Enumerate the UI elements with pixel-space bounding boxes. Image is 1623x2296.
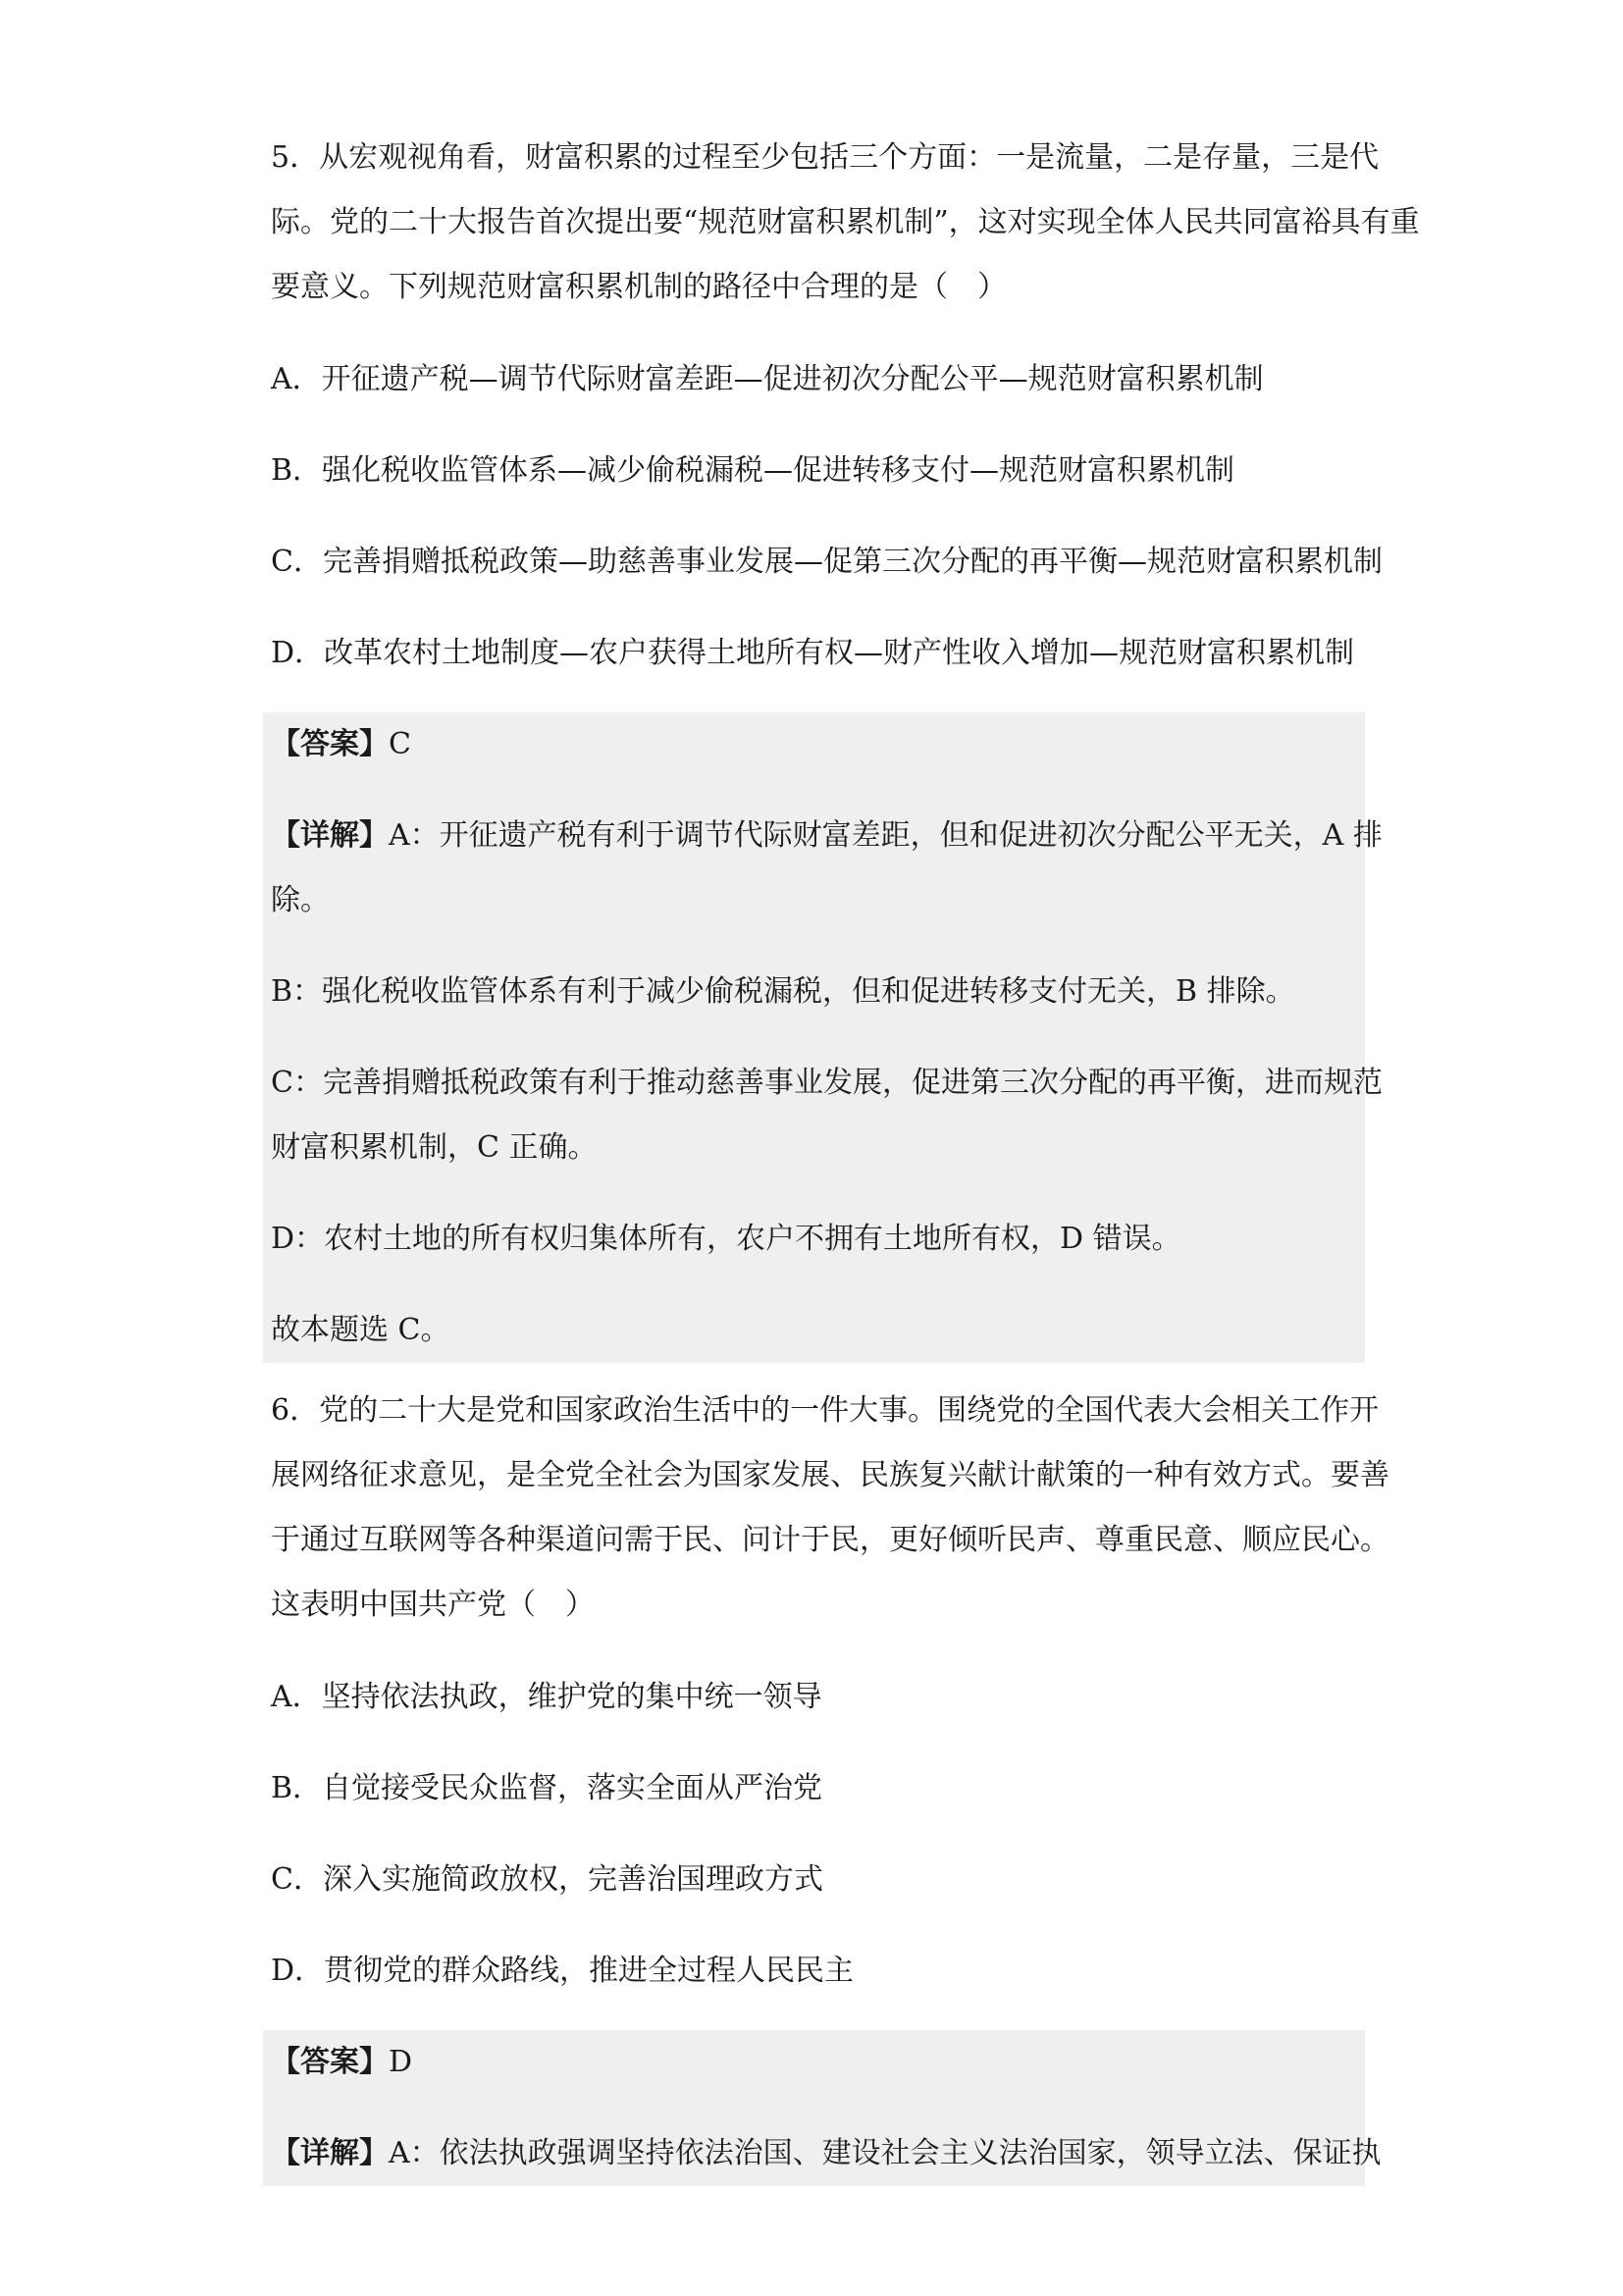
question-5-analysis-d: D：农村土地的所有权归集体所有，农户不拥有土地所有权，D 错误。	[271, 1222, 1181, 1256]
answer-tag: 【答案】	[271, 2045, 389, 2079]
document-page	[271, 126, 1420, 2186]
question-5-stem-line-2: 际。党的二十大报告首次提出要“规范财富积累机制”，这对实现全体人民共同富裕具有重	[271, 205, 1420, 239]
question-5-analysis-b: B：强化税收监管体系有利于减少偷税漏税，但和促进转移支付无关，B 排除。	[271, 974, 1295, 1009]
question-5-analysis-a-line-1	[271, 804, 1383, 868]
question-6-stem-line-4: 这表明中国共产党（ ）	[271, 1588, 595, 1622]
question-6-stem-line-1: 6．党的二十大是党和国家政治生活中的一件大事。围绕党的全国代表大会相关工作开	[271, 1393, 1380, 1428]
analysis-a-text: A：依法执政强调坚持依法治国、建设社会主义法治国家，领导立法、保证执	[389, 2136, 1382, 2170]
question-5-stem-line-3: 要意义。下列规范财富积累机制的路径中合理的是（ ）	[271, 270, 1007, 304]
question-5-answer	[271, 712, 1357, 777]
question-5-stem-line-1: 5．从宏观视角看，财富积累的过程至少包括三个方面：一是流量，二是存量，三是代	[271, 140, 1380, 175]
question-6-analysis-a-line-1	[271, 2121, 1382, 2186]
answer-value: C	[389, 727, 411, 761]
question-5-option-c: C．完善捐赠抵税政策—助慈善事业发展—促第三次分配的再平衡—规范财富积累机制	[271, 545, 1383, 579]
question-6-option-d: D．贯彻党的群众路线，推进全过程人民民主	[271, 1954, 855, 1988]
question-5-option-d: D．改革农村土地制度—农户获得土地所有权—财产性收入增加—规范财富积累机制	[271, 636, 1355, 670]
question-5-conclusion: 故本题选 C。	[271, 1313, 450, 1347]
answer-tag: 【答案】	[271, 727, 389, 761]
analysis-a-text: A：开征遗产税有利于调节代际财富差距，但和促进初次分配公平无关，A 排	[389, 818, 1383, 853]
question-5-stem	[271, 126, 1420, 320]
question-6-stem	[271, 1379, 1389, 1638]
question-6-answer	[271, 2030, 1357, 2095]
question-5-option-b: B．强化税收监管体系—减少偷税漏税—促进转移支付—规范财富积累机制	[271, 453, 1235, 488]
question-5-analysis-a-line-2: 除。	[271, 883, 330, 917]
question-6-answer-block	[263, 2030, 1382, 2186]
question-6-option-c: C．深入实施简政放权，完善治国理政方式	[271, 1862, 823, 1897]
question-5-analysis-c-line-1: C：完善捐赠抵税政策有利于推动慈善事业发展，促进第三次分配的再平衡，进而规范	[271, 1066, 1383, 1100]
analysis-tag: 【详解】	[271, 2136, 389, 2170]
analysis-tag: 【详解】	[271, 818, 389, 853]
question-6-stem-line-2: 展网络征求意见，是全党全社会为国家发展、民族复兴献计献策的一种有效方式。要善	[271, 1458, 1389, 1492]
question-6-stem-line-3: 于通过互联网等各种渠道问需于民、问计于民，更好倾听民声、尊重民意、顺应民心。	[271, 1523, 1389, 1557]
question-5-answer-block	[263, 712, 1383, 1363]
answer-value: D	[389, 2045, 413, 2079]
question-6-option-b: B．自觉接受民众监督，落实全面从严治党	[271, 1771, 823, 1805]
question-6-option-a: A．坚持依法执政，维护党的集中统一领导	[271, 1680, 822, 1714]
question-5-option-a: A．开征遗产税—调节代际财富差距—促进初次分配公平—规范财富积累机制	[271, 362, 1264, 396]
question-5-analysis-c-line-2: 财富积累机制，C 正确。	[271, 1130, 598, 1165]
